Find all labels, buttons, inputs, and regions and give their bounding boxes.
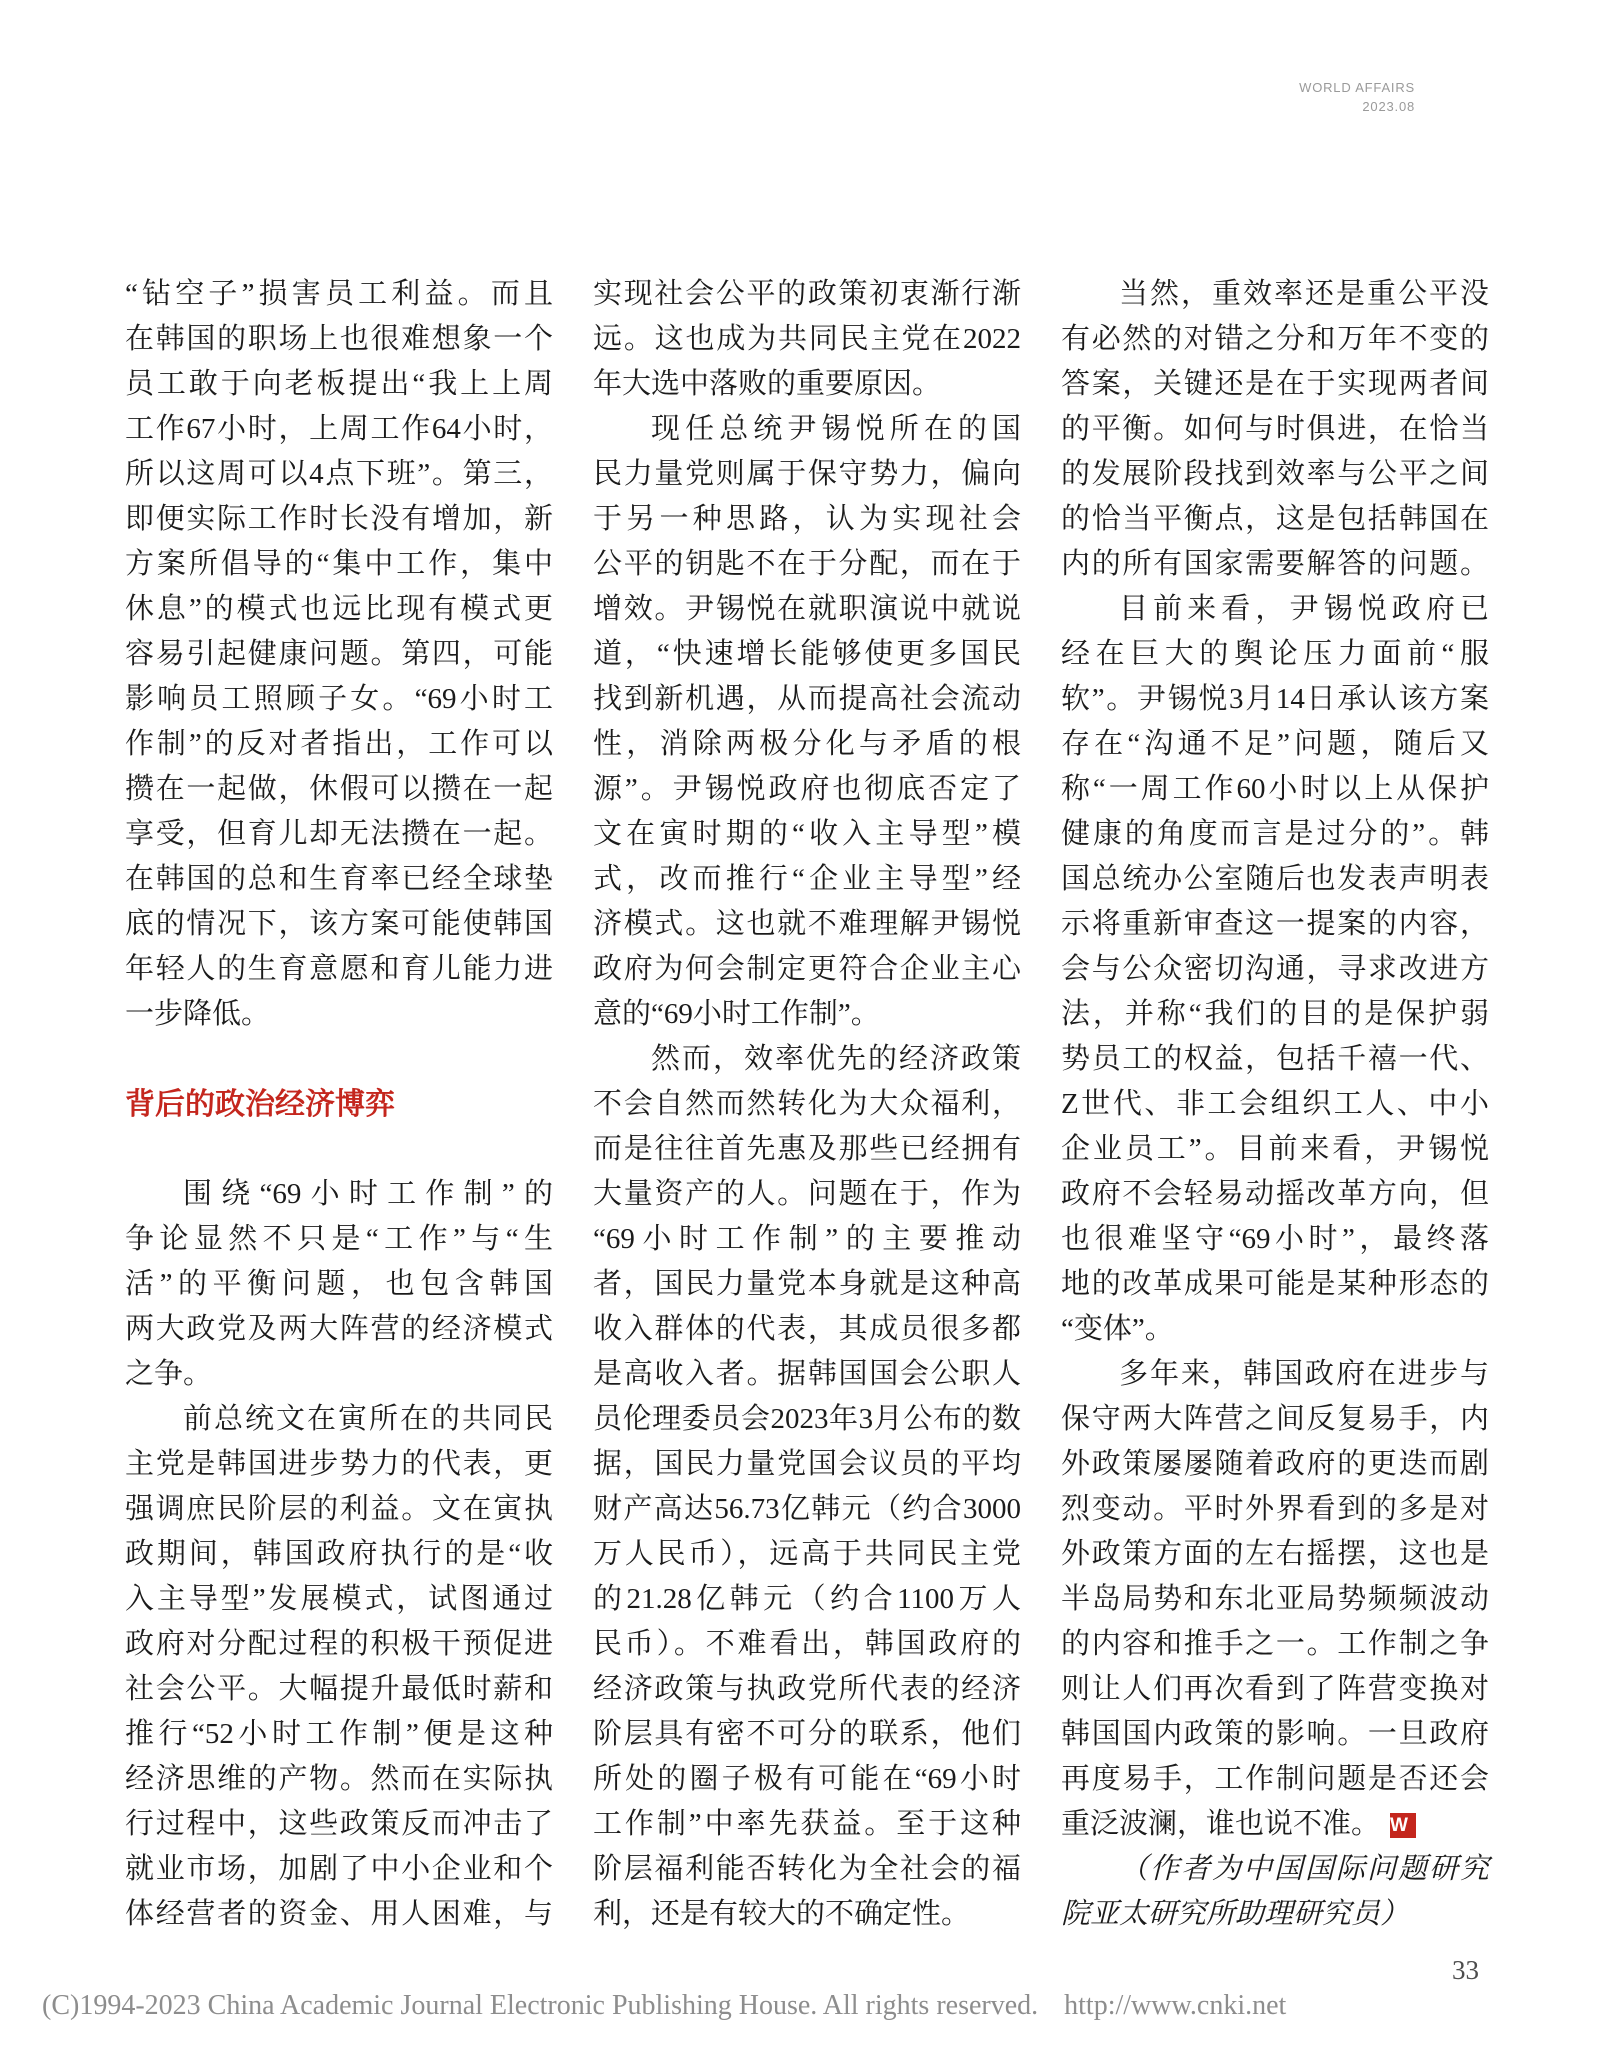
- text-line: 员伦理委员会2023年3月公布的数: [593, 1403, 1021, 1435]
- text-line: 内的所有国家需要解答的问题。: [1061, 548, 1489, 580]
- text-line: 作制”的反对者指出，工作可以: [125, 728, 553, 760]
- text-line: 的平衡。如何与时俱进，在恰当: [1061, 413, 1489, 445]
- text-line: 政府为何会制定更符合企业主心: [593, 953, 1021, 985]
- text-line: 经在巨大的舆论压力面前“服: [1061, 638, 1489, 670]
- text-line: 入主导型”发展模式，试图通过: [125, 1583, 553, 1615]
- text-line: 济模式。这也就不难理解尹锡悦: [593, 908, 1021, 940]
- text-line: 据，国民力量党国会议员的平均: [593, 1448, 1021, 1480]
- text-line: 国总统办公室随后也发表声明表: [1061, 863, 1489, 895]
- text-line: 万人民币），远高于共同民主党: [593, 1538, 1021, 1570]
- text-line: 于另一种思路，认为实现社会: [593, 503, 1021, 535]
- text-line: 围绕“69小时工作制”的: [183, 1178, 553, 1210]
- text-line: 外政策方面的左右摇摆，这也是: [1061, 1538, 1489, 1570]
- text-line: 的发展阶段找到效率与公平之间: [1061, 458, 1489, 490]
- journal-issue: 2023.08: [1362, 99, 1415, 114]
- text-line: 而是往往首先惠及那些已经拥有: [593, 1133, 1021, 1165]
- article-body: [125, 272, 1489, 1937]
- text-line: 意的“69小时工作制”。: [593, 998, 880, 1030]
- text-line: 经济思维的产物。然而在实际执: [125, 1763, 553, 1795]
- text-line: “69小时工作制”的主要推动: [593, 1223, 1021, 1255]
- text-line: 前总统文在寅所在的共同民: [183, 1403, 553, 1435]
- journal-header: [1299, 78, 1415, 116]
- text-line: 工作制”中率先获益。至于这种: [593, 1808, 1021, 1840]
- text-line: 源”。尹锡悦政府也彻底否定了: [593, 773, 1021, 805]
- text-line: 攒在一起做，休假可以攒在一起: [125, 773, 553, 805]
- text-line: 势员工的权益，包括千禧一代、: [1061, 1043, 1489, 1075]
- text-line: 增效。尹锡悦在就职演说中就说: [593, 593, 1021, 625]
- text-line: 道，“快速增长能够使更多国民: [593, 638, 1021, 670]
- text-line: 软”。尹锡悦3月14日承认该方案: [1061, 683, 1489, 715]
- text-line: 利，还是有较大的不确定性。: [593, 1898, 971, 1930]
- section-heading: 背后的政治经济博弈: [125, 1088, 395, 1121]
- text-line: 享受，但育儿却无法攒在一起。: [125, 818, 553, 850]
- text-line: 文在寅时期的“收入主导型”模: [593, 818, 1021, 850]
- text-line: 所处的圈子极有可能在“69小时: [593, 1763, 1021, 1795]
- text-line: 活”的平衡问题，也包含韩国: [125, 1268, 553, 1300]
- text-line: 现任总统尹锡悦所在的国: [651, 413, 1021, 445]
- text-line: 在韩国的总和生育率已经全球垫: [125, 863, 553, 895]
- text-line: 员工敢于向老板提出“我上上周: [125, 368, 553, 400]
- text-line: 再度易手，工作制问题是否还会: [1061, 1763, 1489, 1795]
- text-line: 民力量党则属于保守势力，偏向: [593, 458, 1021, 490]
- text-line: 会与公众密切沟通，寻求改进方: [1061, 953, 1489, 985]
- text-line: 方案所倡导的“集中工作，集中: [125, 548, 553, 580]
- text-line: 外政策屡屡随着政府的更迭而剧: [1061, 1448, 1489, 1480]
- text-line: 阶层具有密不可分的联系，他们: [593, 1718, 1021, 1750]
- text-line: 影响员工照顾子女。“69小时工: [125, 683, 553, 715]
- text-line: 所以这周可以4点下班”。第三，: [125, 458, 553, 490]
- page-number: 33: [1452, 1955, 1479, 1985]
- copyright-footer: [42, 1990, 1286, 2022]
- text-line: 社会公平。大幅提升最低时薪和: [125, 1673, 553, 1705]
- text-line: 就业市场，加剧了中小企业和个: [125, 1853, 553, 1885]
- text-line: 半岛局势和东北亚局势频频波动: [1061, 1583, 1489, 1615]
- text-line: 称“一周工作60小时以上从保护: [1061, 773, 1489, 805]
- text-line: 当然，重效率还是重公平没: [1119, 278, 1489, 310]
- text-line: 工作67小时，上周工作64小时，: [125, 413, 553, 445]
- text-line: 政期间，韩国政府执行的是“收: [125, 1538, 553, 1570]
- text-column-1: [125, 272, 553, 1937]
- text-line: 财产高达56.73亿韩元（约合3000: [593, 1493, 1021, 1525]
- text-line: 健康的角度而言是过分的”。韩: [1061, 818, 1489, 850]
- text-line: 地的改革成果可能是某种形态的: [1061, 1268, 1489, 1300]
- text-line: 法，并称“我们的目的是保护弱: [1061, 998, 1489, 1030]
- text-line: 者，国民力量党本身就是这种高: [593, 1268, 1021, 1300]
- text-line: 重泛波澜，谁也说不准。 W: [1061, 1802, 1489, 1847]
- text-line: 的恰当平衡点，这是包括韩国在: [1061, 503, 1489, 535]
- text-line: 即便实际工作时长没有增加，新: [125, 503, 553, 535]
- text-line: 容易引起健康问题。第四，可能: [125, 638, 553, 670]
- text-line: 性，消除两极分化与矛盾的根: [593, 728, 1021, 760]
- text-line: 两大政党及两大阵营的经济模式: [125, 1313, 553, 1345]
- text-line: 主党是韩国进步势力的代表，更: [125, 1448, 553, 1480]
- text-line: 答案，关键还是在于实现两者间: [1061, 368, 1489, 400]
- text-line: 之争。: [125, 1358, 213, 1390]
- text-line: 的21.28亿韩元（约合1100万人: [593, 1583, 1021, 1615]
- text-line: 实现社会公平的政策初衷渐行渐: [593, 278, 1021, 310]
- text-line: 强调庶民阶层的利益。文在寅执: [125, 1493, 553, 1525]
- text-line: 是高收入者。据韩国国会公职人: [593, 1358, 1021, 1390]
- text-line: 式，改而推行“企业主导型”经: [593, 863, 1021, 895]
- text-line: 年轻人的生育意愿和育儿能力进: [125, 953, 553, 985]
- text-line: 企业员工”。目前来看，尹锡悦: [1061, 1133, 1489, 1165]
- text-line: 阶层福利能否转化为全社会的福: [593, 1853, 1021, 1885]
- text-line: 休息”的模式也远比现有模式更: [125, 593, 553, 625]
- text-line: 公平的钥匙不在于分配，而在于: [593, 548, 1021, 580]
- text-line: 的内容和推手之一。工作制之争: [1061, 1628, 1489, 1660]
- text-line: 经济政策与执政党所代表的经济: [593, 1673, 1021, 1705]
- text-line: 找到新机遇，从而提高社会流动: [593, 683, 1021, 715]
- text-line: 有必然的对错之分和万年不变的: [1061, 323, 1489, 355]
- text-line: “变体”。: [1061, 1313, 1174, 1345]
- article-end-mark: W: [1390, 1813, 1416, 1838]
- text-line: 政府不会轻易动摇改革方向，但: [1061, 1178, 1489, 1210]
- text-column-3: [1061, 272, 1489, 1937]
- text-line: 存在“沟通不足”问题，随后又: [1061, 728, 1489, 760]
- text-line: 不会自然而然转化为大众福利，: [593, 1088, 1021, 1120]
- text-line: 行过程中，这些政策反而冲击了: [125, 1808, 553, 1840]
- text-line: 示将重新审查这一提案的内容，: [1061, 908, 1489, 940]
- text-column-2: [593, 272, 1021, 1937]
- text-line: （作者为中国国际问题研究: [1119, 1853, 1489, 1885]
- text-line: Z世代、非工会组织工人、中小: [1061, 1088, 1489, 1120]
- journal-name: WORLD AFFAIRS: [1299, 80, 1415, 95]
- text-line: 年大选中落败的重要原因。: [593, 368, 942, 400]
- text-line: 争论显然不只是“工作”与“生: [125, 1223, 553, 1255]
- text-line: 体经营者的资金、用人困难，与: [125, 1898, 553, 1930]
- text-line: 推行“52小时工作制”便是这种: [125, 1718, 553, 1750]
- text-line: 收入群体的代表，其成员很多都: [593, 1313, 1021, 1345]
- text-line: 韩国国内政策的影响。一旦政府: [1061, 1718, 1489, 1750]
- text-line: 底的情况下，该方案可能使韩国: [125, 908, 553, 940]
- text-line: 保守两大阵营之间反复易手，内: [1061, 1403, 1489, 1435]
- text-line: “钻空子”损害员工利益。而且: [125, 278, 553, 310]
- text-line: 目前来看，尹锡悦政府已: [1119, 593, 1489, 625]
- cnki-url: http://www.cnki.net: [1064, 1990, 1287, 2021]
- text-line: 大量资产的人。问题在于，作为: [593, 1178, 1021, 1210]
- text-line: 院亚太研究所助理研究员）: [1061, 1898, 1410, 1930]
- text-line: 民币）。不难看出，韩国政府的: [593, 1628, 1021, 1660]
- copyright-text: (C)1994-2023 China Academic Journal Electronic Publishing House. All rights reserved.: [42, 1990, 1039, 2021]
- text-line: 政府对分配过程的积极干预促进: [125, 1628, 553, 1660]
- text-line: 在韩国的职场上也很难想象一个: [125, 323, 553, 355]
- text-line: 一步降低。: [125, 998, 271, 1030]
- text-line: 则让人们再次看到了阵营变换对: [1061, 1673, 1489, 1705]
- text-line: 多年来，韩国政府在进步与: [1119, 1358, 1489, 1390]
- text-line: 远。这也成为共同民主党在2022: [593, 323, 1021, 355]
- text-line: 烈变动。平时外界看到的多是对: [1061, 1493, 1489, 1525]
- text-line: 然而，效率优先的经济政策: [651, 1043, 1021, 1075]
- text-line: 也很难坚守“69小时”，最终落: [1061, 1223, 1489, 1255]
